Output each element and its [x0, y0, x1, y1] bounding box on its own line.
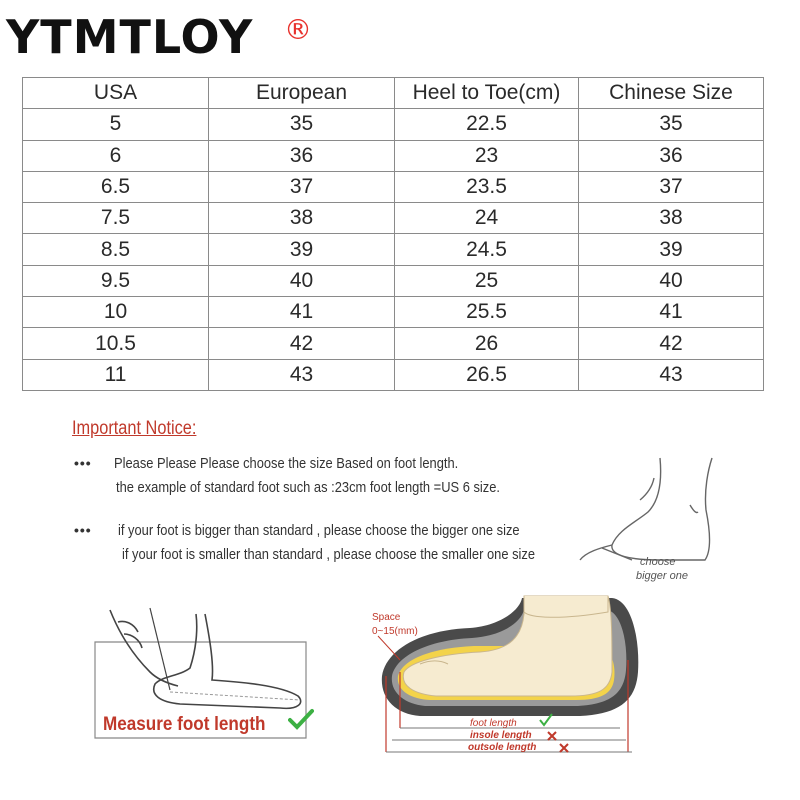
table-cell: 41 — [209, 297, 395, 328]
bullet-icon: ••• — [74, 455, 92, 471]
table-cell: 22.5 — [395, 109, 579, 140]
table-cell: 6 — [23, 140, 209, 171]
table-cell: 43 — [209, 359, 395, 390]
notice-line: the example of standard foot such as :23cm foot length =US 6 size. — [116, 479, 501, 496]
space-range: 0~15(mm) — [372, 626, 418, 637]
table-cell: 23.5 — [395, 171, 579, 202]
insole-length-label: insole length — [470, 730, 532, 741]
table-cell: 24 — [395, 203, 579, 234]
notice-line: if your foot is bigger than standard , please choose the bigger one size — [118, 522, 520, 539]
space-label: Space — [372, 612, 401, 623]
table-cell: 25 — [395, 265, 579, 296]
table-cell: 26 — [395, 328, 579, 359]
column-header: Heel to Toe(cm) — [395, 78, 579, 109]
table-cell: 24.5 — [395, 234, 579, 265]
table-cell: 36 — [579, 140, 764, 171]
table-cell: 40 — [579, 265, 764, 296]
foot-length-label: foot length — [470, 718, 517, 729]
notice-line: Please Please Please choose the size Based on foot length. — [114, 455, 459, 472]
table-cell: 39 — [579, 234, 764, 265]
table-cell: 10 — [23, 297, 209, 328]
table-cell: 7.5 — [23, 203, 209, 234]
column-header: European — [209, 78, 395, 109]
table-cell: 37 — [209, 171, 395, 202]
table-cell: 5 — [23, 109, 209, 140]
table-cell: 42 — [579, 328, 764, 359]
outsole-length-label: outsole length — [468, 742, 537, 753]
table-cell: 10.5 — [23, 328, 209, 359]
choose-bigger-line2: bigger one — [636, 570, 688, 582]
table-cell: 39 — [209, 234, 395, 265]
table-cell: 38 — [579, 203, 764, 234]
table-cell: 38 — [209, 203, 395, 234]
table-cell: 35 — [579, 109, 764, 140]
table-cell: 41 — [579, 297, 764, 328]
choose-bigger-line1: choose — [640, 556, 676, 568]
column-header: Chinese Size — [579, 78, 764, 109]
notice-line: if your foot is smaller than standard , please choose the smaller one size — [122, 546, 536, 563]
check-icon — [288, 708, 314, 730]
bullet-icon: ••• — [74, 522, 92, 538]
notice-title: Important Notice: — [72, 418, 197, 439]
column-header: USA — [23, 78, 209, 109]
brand-name: YTMTLOY — [6, 10, 254, 64]
cross-icon — [560, 744, 568, 752]
table-cell: 9.5 — [23, 265, 209, 296]
table-cell: 6.5 — [23, 171, 209, 202]
table-cell: 36 — [209, 140, 395, 171]
table-cell: 37 — [579, 171, 764, 202]
table-cell: 40 — [209, 265, 395, 296]
cross-icon — [548, 732, 556, 740]
table-cell: 26.5 — [395, 359, 579, 390]
measure-foot-label: Measure foot length — [103, 714, 266, 735]
table-cell: 35 — [209, 109, 395, 140]
table-cell: 11 — [23, 359, 209, 390]
table-cell: 8.5 — [23, 234, 209, 265]
table-cell: 43 — [579, 359, 764, 390]
table-cell: 23 — [395, 140, 579, 171]
table-cell: 25.5 — [395, 297, 579, 328]
registered-trademark-icon: ® — [284, 13, 313, 46]
foot-sketch-icon — [580, 458, 712, 560]
table-cell: 42 — [209, 328, 395, 359]
